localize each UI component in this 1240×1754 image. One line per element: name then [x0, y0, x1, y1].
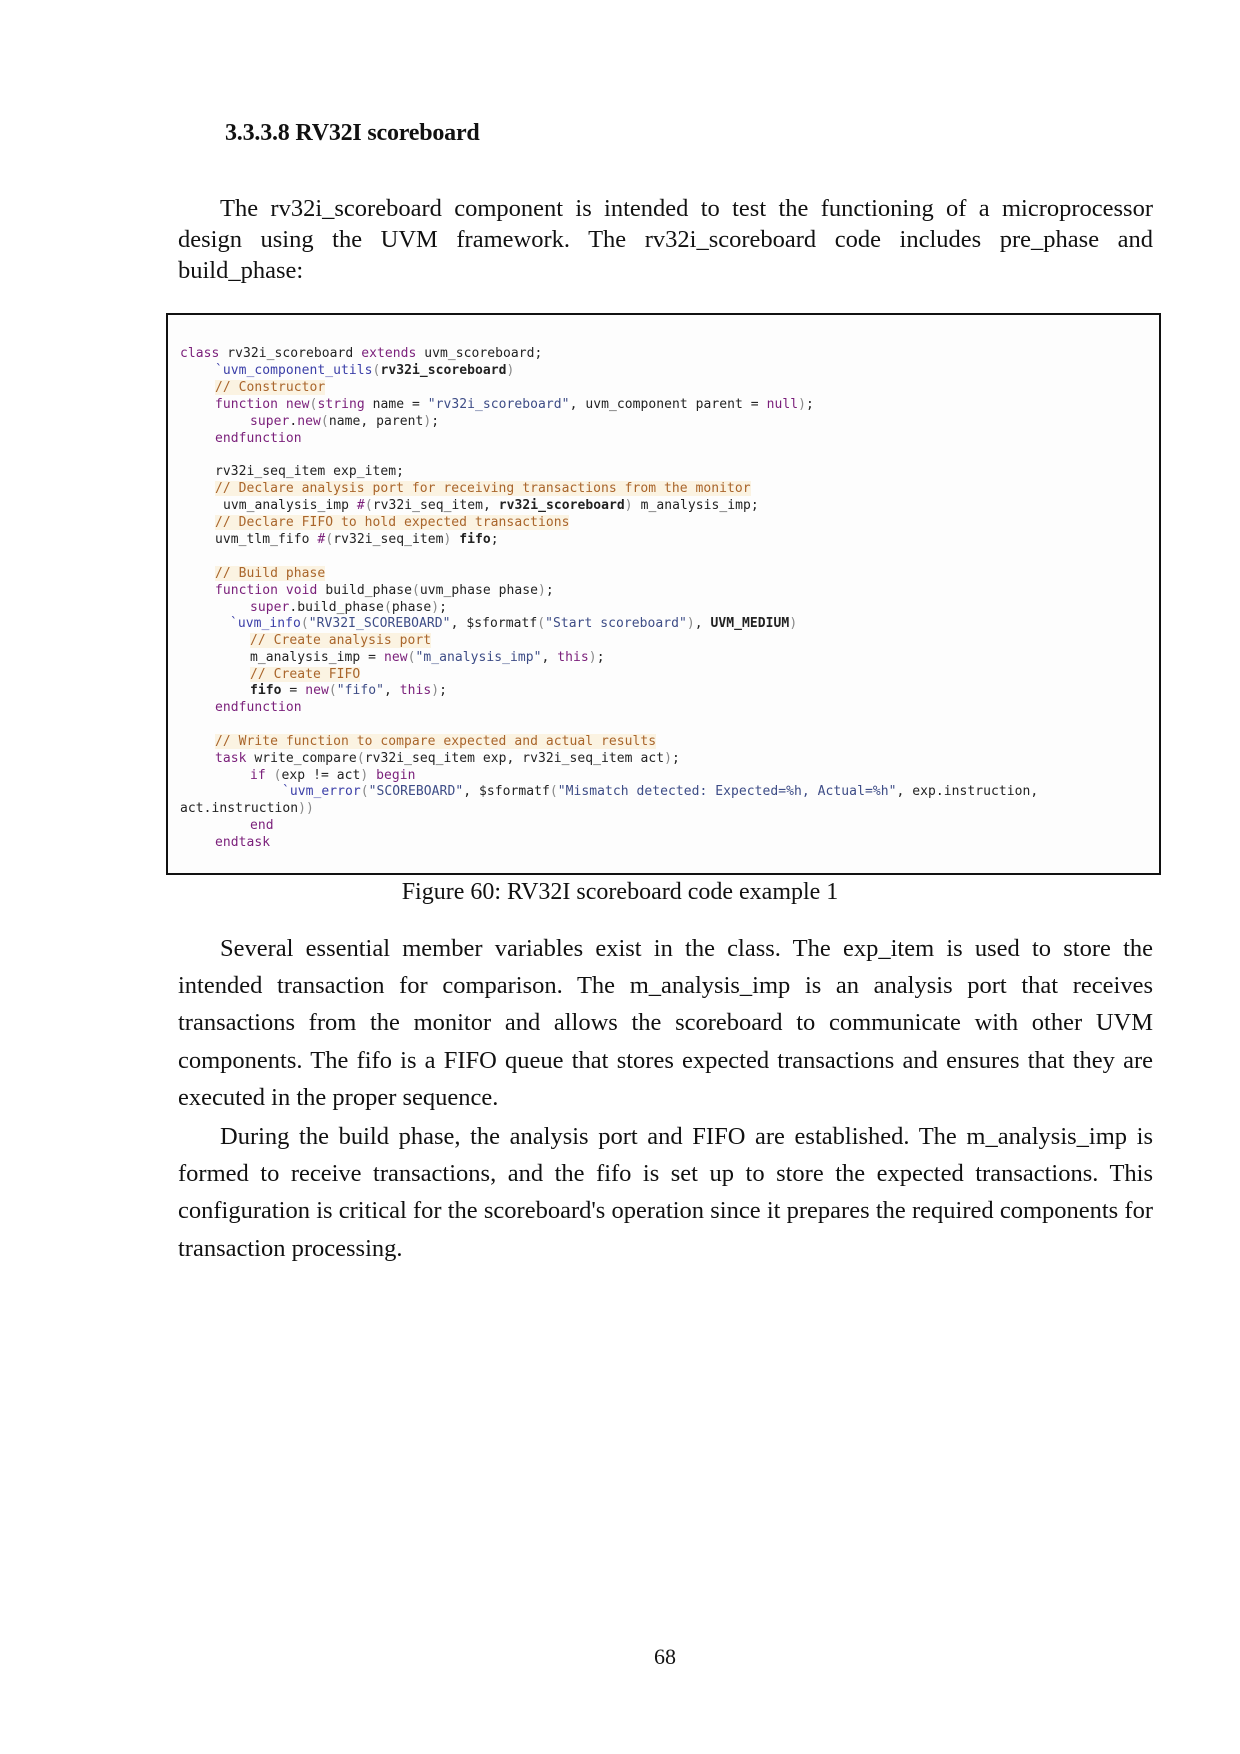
code-token: string — [317, 397, 365, 412]
code-token: build_phase — [325, 583, 412, 598]
code-token: new — [383, 650, 408, 665]
code-token: rv32i_seq_item — [372, 498, 483, 513]
code-token: # — [317, 532, 326, 547]
code-token: void — [285, 583, 318, 598]
code-line-4: function new(string name = "rv32i_scoreboard", uvm_component parent = null); — [215, 397, 814, 412]
code-token: function — [215, 397, 279, 412]
code-line-29: end — [250, 818, 274, 833]
code-line-2: `uvm_component_utils(rv32i_scoreboard) — [215, 363, 515, 378]
code-figure-box — [166, 313, 1161, 875]
code-line-11 — [215, 515, 569, 531]
code-token: # — [356, 498, 365, 513]
code-token: `uvm_info — [230, 616, 301, 631]
code-token: rv32i_scoreboard — [498, 498, 625, 513]
code-line-17: `uvm_info("RV32I_SCOREBOARD", $sformatf("Start scoreboard"), UVM_MEDIUM) — [230, 616, 798, 631]
code-line-15: function void build_phase(uvm_phase phase); — [215, 583, 554, 598]
code-token: act — [640, 751, 665, 766]
code-token: new — [285, 397, 310, 412]
code-line-6: endfunction — [215, 431, 302, 446]
code-comment: // Constructor — [215, 380, 326, 395]
members-paragraph — [178, 930, 1153, 1116]
code-token: name — [328, 414, 361, 429]
code-token: exp — [482, 751, 507, 766]
code-token: != — [313, 768, 329, 783]
code-token: uvm_scoreboard; — [424, 346, 543, 361]
code-token: task — [215, 751, 247, 766]
code-comment: // Declare FIFO to hold expected transactions — [215, 515, 570, 530]
code-token: super — [250, 600, 290, 615]
code-token: new — [305, 683, 329, 698]
code-token: exp — [281, 768, 306, 783]
code-token: $sformatf — [466, 616, 538, 631]
build-paragraph — [178, 1118, 1153, 1267]
code-line-8: rv32i_seq_item exp_item; — [215, 464, 405, 479]
code-string: "Start scoreboard" — [545, 616, 687, 631]
code-line-24 — [215, 734, 656, 750]
code-token: m_analysis_imp — [250, 650, 361, 665]
code-token: super — [250, 414, 290, 429]
code-line-14 — [215, 566, 325, 582]
members-paragraph-text: Several essential member variables exist in the class. The exp_item is used to store the intended transaction for comparison. The m_analysis_imp is an analysis port that receives transactions from the monitor and allows the scoreboard to communicate with other UVM components. The fifo is a FIFO queue that stores expected transactions and ensures that they are executed in the proper sequence. — [178, 935, 1153, 1111]
code-line-3 — [215, 380, 325, 396]
code-token: = — [289, 683, 298, 698]
code-line-21: fifo = new("fifo", this); — [250, 683, 448, 698]
code-token: `uvm_component_utils — [215, 363, 373, 378]
code-token: phase — [391, 600, 432, 615]
code-token: this — [399, 683, 432, 698]
code-token: if — [250, 768, 266, 783]
code-line-1 — [180, 346, 542, 362]
code-token: this — [557, 650, 589, 665]
code-token: act.instruction — [180, 801, 299, 816]
code-token: phase — [498, 583, 539, 598]
section-heading: 3.3.3.8 RV32I scoreboard — [225, 120, 480, 146]
code-token: class — [180, 346, 220, 361]
code-line-9 — [215, 481, 751, 497]
code-token: begin — [376, 768, 416, 783]
code-token: = — [412, 397, 420, 412]
code-string: "Mismatch detected: Expected=%h, Actual=%h" — [557, 784, 897, 799]
code-token: uvm_analysis_imp — [223, 498, 350, 513]
code-comment: // Build phase — [215, 566, 326, 581]
code-line-22: endfunction — [215, 700, 302, 715]
code-line-16: super.build_phase(phase); — [250, 600, 447, 615]
code-token: rv32i_scoreboard — [380, 363, 507, 378]
code-token: rv32i_scoreboard — [227, 346, 354, 361]
code-token: parent — [376, 414, 424, 429]
code-token: function — [215, 583, 279, 598]
code-line-20 — [250, 667, 360, 683]
code-token: rv32i_seq_item — [364, 751, 475, 766]
intro-paragraph — [178, 193, 1153, 286]
page-number: 68 — [654, 1644, 676, 1669]
code-string: "m_analysis_imp" — [415, 650, 542, 665]
code-line-27: `uvm_error("SCOREBOARD", $sformatf("Mismatch detected: Expected=%h, Actual=%h", exp.instruction, — [282, 784, 1039, 799]
code-token: new — [297, 414, 321, 429]
code-string: "RV32I_SCOREBOARD" — [308, 616, 451, 631]
code-token: fifo — [250, 683, 282, 698]
code-line-12: uvm_tlm_fifo #(rv32i_seq_item) fifo; — [215, 532, 499, 547]
code-token: extends — [361, 346, 417, 361]
code-token: uvm_component — [585, 397, 688, 412]
build-paragraph-text: During the build phase, the analysis port and FIFO are established. The m_analysis_imp is formed to receive transactions, and the fifo is set up to store the expected transactions. This configuration is critical for the scoreboard's operation since it prepares the required components for transaction processing. — [178, 1123, 1153, 1262]
code-comment: // Declare analysis port for receiving transactions from the monitor — [215, 481, 751, 496]
code-comment: // Create FIFO — [250, 667, 361, 682]
code-token: uvm_tlm_fifo — [215, 532, 310, 547]
code-line-19: m_analysis_imp = new("m_analysis_imp", this); — [250, 650, 605, 665]
code-token: = — [368, 650, 377, 665]
code-comment: // Write function to compare expected and actual results — [215, 734, 657, 749]
code-token: `uvm_error — [282, 784, 361, 799]
code-token: = — [750, 397, 759, 412]
code-token: write_compare — [254, 751, 357, 766]
code-token: name — [372, 397, 405, 412]
code-line-18 — [250, 633, 431, 649]
code-line-30: endtask — [215, 835, 271, 850]
figure-caption: Figure 60: RV32I scoreboard code example 1 — [401, 879, 839, 905]
code-string: "fifo" — [336, 683, 384, 698]
code-token: m_analysis_imp — [640, 498, 751, 513]
code-token: build_phase — [297, 600, 384, 615]
code-token: uvm_phase — [419, 583, 491, 598]
code-token: UVM_MEDIUM — [710, 616, 790, 631]
intro-paragraph-text: The rv32i_scoreboard component is intended to test the functioning of a microprocessor design using the UVM framework. The rv32i_scoreboard code includes pre_phase and build_phase: — [178, 195, 1153, 284]
code-comment: // Create analysis port — [250, 633, 432, 648]
code-line-25: task write_compare(rv32i_seq_item exp, rv32i_seq_item act); — [215, 751, 680, 766]
code-token: rv32i_seq_item — [333, 532, 444, 547]
code-token: fifo — [459, 532, 491, 547]
code-token: parent — [695, 397, 743, 412]
code-token: act — [336, 768, 361, 783]
code-token: exp.instruction, — [912, 784, 1039, 799]
code-line-10: uvm_analysis_imp #(rv32i_seq_item, rv32i_scoreboard) m_analysis_imp; — [223, 498, 759, 513]
code-line-26: if (exp != act) begin — [250, 768, 416, 783]
code-string: "rv32i_scoreboard" — [427, 397, 570, 412]
code-line-28: act.instruction)) — [180, 801, 314, 816]
code-token: $sformatf — [478, 784, 550, 799]
code-line-5: super.new(name, parent); — [250, 414, 440, 429]
code-string: "SCOREBOARD" — [368, 784, 464, 799]
code-token: null — [766, 397, 799, 412]
code-token: rv32i_seq_item — [522, 751, 633, 766]
